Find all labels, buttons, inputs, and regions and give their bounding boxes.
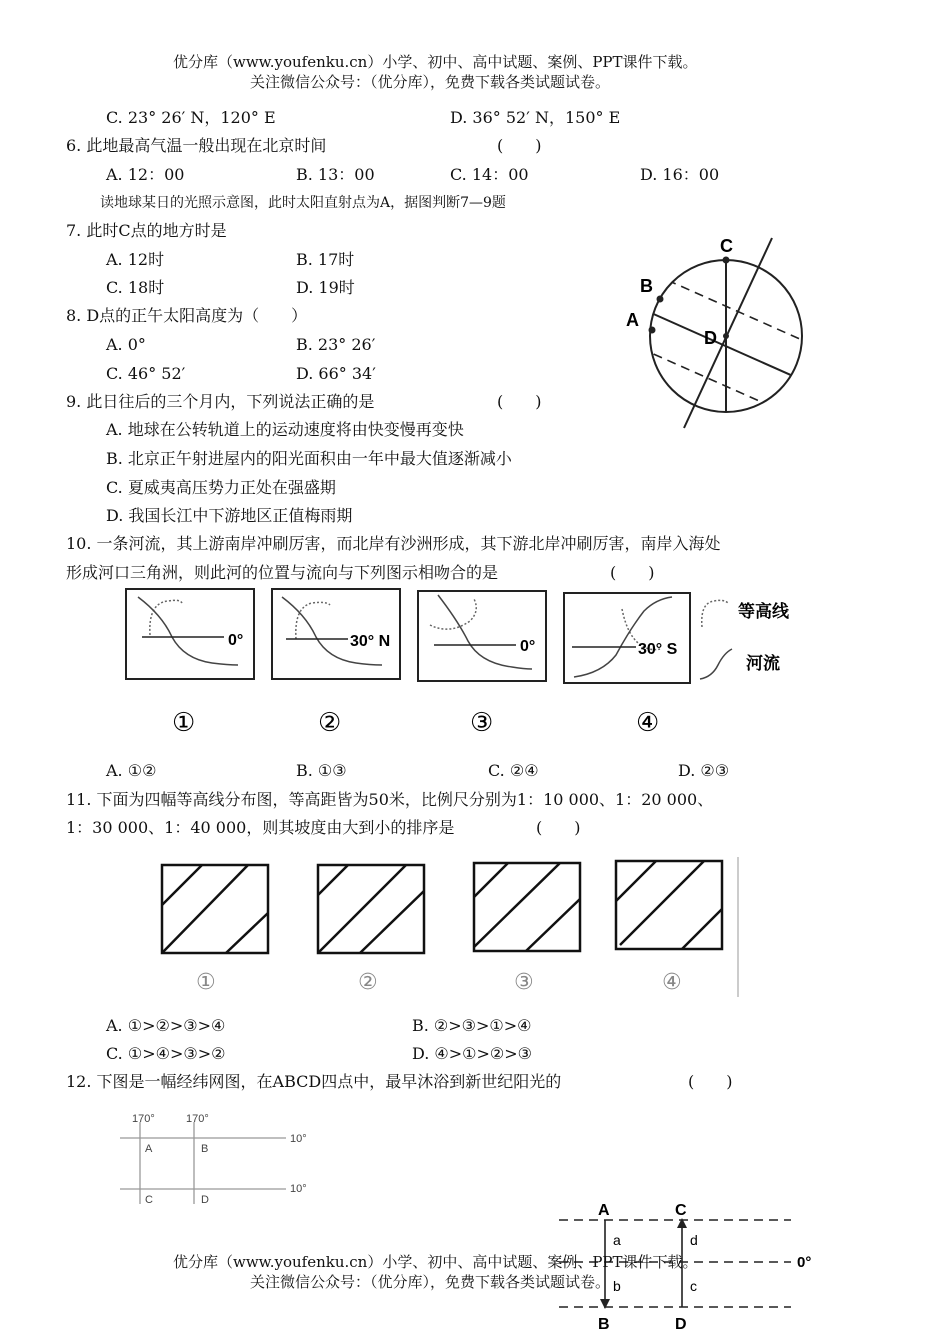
panel-3-number: ③ [470, 707, 494, 737]
q11-paren: ( ) [536, 818, 581, 837]
q5-option-d: D. 36° 52′ N，150° E [450, 108, 621, 127]
panel-3-river [438, 595, 532, 669]
q9-option-a: A. 地球在公转轨道上的运动速度将由快变慢再变快 [106, 420, 464, 439]
lat-label-1: 10° [290, 1133, 307, 1145]
globe-illumination-diagram [620, 230, 820, 440]
panel-2-lat-label: 30° N [350, 633, 391, 650]
arrow-label-b: b [613, 1278, 621, 1294]
globe-label-b: B [640, 276, 653, 296]
point-b-dot [657, 296, 664, 303]
footer-line-2: 关注微信公众号：（优分库），免费下载各类试题试卷。 [250, 1273, 611, 1291]
grid-point-c: C [145, 1194, 153, 1206]
legend-river-label: 河流 [746, 654, 780, 673]
q8-stem: 8. D点的正午太阳高度为（ ） [66, 306, 308, 325]
globe-label-a: A [626, 310, 639, 330]
lat-label-2: 10° [290, 1183, 307, 1195]
diagram-label-b: B [598, 1316, 610, 1333]
panel-4-frame [564, 593, 690, 683]
panel-4-river [574, 597, 672, 677]
point-a-dot [649, 327, 656, 334]
q9-option-d: D. 我国长江中下游地区正值梅雨期 [106, 506, 353, 525]
q8-option-b: B. 23° 26′ [296, 335, 376, 354]
q10-option-b: B. ①③ [296, 761, 347, 780]
panel-1-lat-label: 0° [228, 632, 244, 649]
q7-option-b: B. 17时 [296, 250, 355, 269]
legend-contour-label: 等高线 [738, 602, 789, 621]
legend-contour-symbol [702, 600, 728, 627]
q7-option-d: D. 19时 [296, 278, 355, 297]
legend-river-symbol [700, 649, 732, 679]
map-4-number: ④ [662, 969, 682, 994]
panel-3-contour [430, 599, 476, 629]
q6-option-d: D. 16：00 [640, 165, 720, 184]
lon-label-2: 170° [186, 1113, 209, 1125]
panel-1-river [138, 597, 238, 665]
q6-option-c: C. 14：00 [450, 165, 529, 184]
globe-dashed-lower [640, 348, 820, 428]
q6-option-a: A. 12：00 [106, 165, 185, 184]
grid-point-b: B [201, 1143, 209, 1155]
q7-stem: 7. 此时C点的地方时是 [66, 221, 227, 240]
q12-stem: 12. 下图是一幅经纬网图，在ABCD四点中，最早沐浴到新世纪阳光的 [66, 1072, 562, 1091]
panel-2-contour [296, 602, 330, 639]
q12-paren: ( ) [688, 1072, 733, 1091]
q8-option-c: C. 46° 52′ [106, 364, 186, 383]
panel-2-river [282, 597, 382, 665]
map-3-frame [474, 863, 580, 951]
q6-paren: ( ) [497, 136, 542, 155]
map-2-number: ② [358, 969, 378, 994]
header-line-2: 关注微信公众号：（优分库），免费下载各类试题试卷。 [250, 73, 611, 91]
equator-label: 0° [797, 1254, 812, 1271]
q10-paren: ( ) [610, 563, 655, 582]
map-4-frame [616, 861, 722, 949]
lon-label-1: 170° [132, 1113, 155, 1125]
globe-label-c: C [720, 236, 733, 256]
arrow-label-a: a [613, 1232, 621, 1248]
map-3-number: ③ [514, 969, 534, 994]
q9-option-b: B. 北京正午射进屋内的阳光面积由一年中最大值逐渐减小 [106, 449, 512, 468]
q7-option-a: A. 12时 [106, 250, 165, 269]
panel-4-number: ④ [636, 707, 660, 737]
panel-1-contour [150, 600, 182, 635]
diagram-label-c: C [675, 1202, 687, 1219]
point-c-dot [723, 257, 730, 264]
map-1-number: ① [196, 969, 216, 994]
q7-option-c: C. 18时 [106, 278, 165, 297]
q5-option-c: C. 23° 26′ N，120° E [106, 108, 276, 127]
q6-option-b: B. 13：00 [296, 165, 375, 184]
q11-option-a: A. ①>②>③>④ [106, 1016, 226, 1035]
q9-stem: 9. 此日往后的三个月内，下列说法正确的是 [66, 392, 375, 411]
q11-option-b: B. ②>③>①>④ [412, 1016, 532, 1035]
globe-dashed-upper [640, 268, 820, 348]
q8-option-a: A. 0° [106, 335, 146, 354]
diagram-label-d: D [675, 1316, 687, 1333]
panel-3-frame [418, 591, 546, 681]
grid-point-d: D [201, 1194, 209, 1206]
point-d-dot [723, 333, 729, 339]
panel-2-number: ② [318, 707, 342, 737]
q10-river-panels [120, 585, 820, 745]
q10-option-c: C. ②④ [488, 761, 539, 780]
q11-stem-1: 11. 下面为四幅等高线分布图，等高距皆为50米，比例尺分别为1：10 000、1：20 000、 [66, 790, 714, 809]
panel-3-lat-label: 0° [520, 638, 536, 655]
arrow-label-d: d [690, 1232, 698, 1248]
q11-option-c: C. ①>④>③>② [106, 1044, 226, 1063]
panel-4-lat-label: 30° S [638, 641, 678, 658]
globe-label-d: D [704, 328, 717, 348]
grid-point-a: A [145, 1143, 153, 1155]
q10-option-a: A. ①② [106, 761, 157, 780]
q10-stem-1: 10. 一条河流，其上游南岸冲刷厉害，而北岸有沙洲形成，其下游北岸冲刷厉害，南岸入海处 [66, 534, 721, 553]
q10-option-d: D. ②③ [678, 761, 730, 780]
q9-option-c: C. 夏威夷高压势力正处在强盛期 [106, 478, 336, 497]
q9-paren: ( ) [497, 392, 542, 411]
q8-option-d: D. 66° 34′ [296, 364, 376, 383]
q12-graticule [110, 1108, 330, 1208]
q6-stem: 6. 此地最高气温一般出现在北京时间 [66, 136, 327, 155]
q11-stem-2: 1：30 000、1：40 000，则其坡度由大到小的排序是 [66, 818, 455, 837]
q11-contour-maps [150, 855, 750, 1005]
diagram-label-a: A [598, 1202, 610, 1219]
intro-7-9: 读地球某日的光照示意图，此时太阳直射点为A，据图判断7—9题 [100, 195, 506, 211]
q11-option-d: D. ④>①>②>③ [412, 1044, 533, 1063]
map-1-frame [162, 865, 268, 953]
header-line-1: 优分库（www.youfenku.cn）小学、初中、高中试题、案例、PPT课件下载。 [173, 53, 698, 71]
arrow-label-c: c [690, 1278, 697, 1294]
globe-latitude-mid [640, 308, 820, 388]
q10-stem-2: 形成河口三角洲，则此河的位置与流向与下列图示相吻合的是 [66, 563, 499, 582]
panel-1-number: ① [172, 707, 196, 737]
footer-line-1: 优分库（www.youfenku.cn）小学、初中、高中试题、案例、PPT课件下载。 [173, 1253, 698, 1271]
